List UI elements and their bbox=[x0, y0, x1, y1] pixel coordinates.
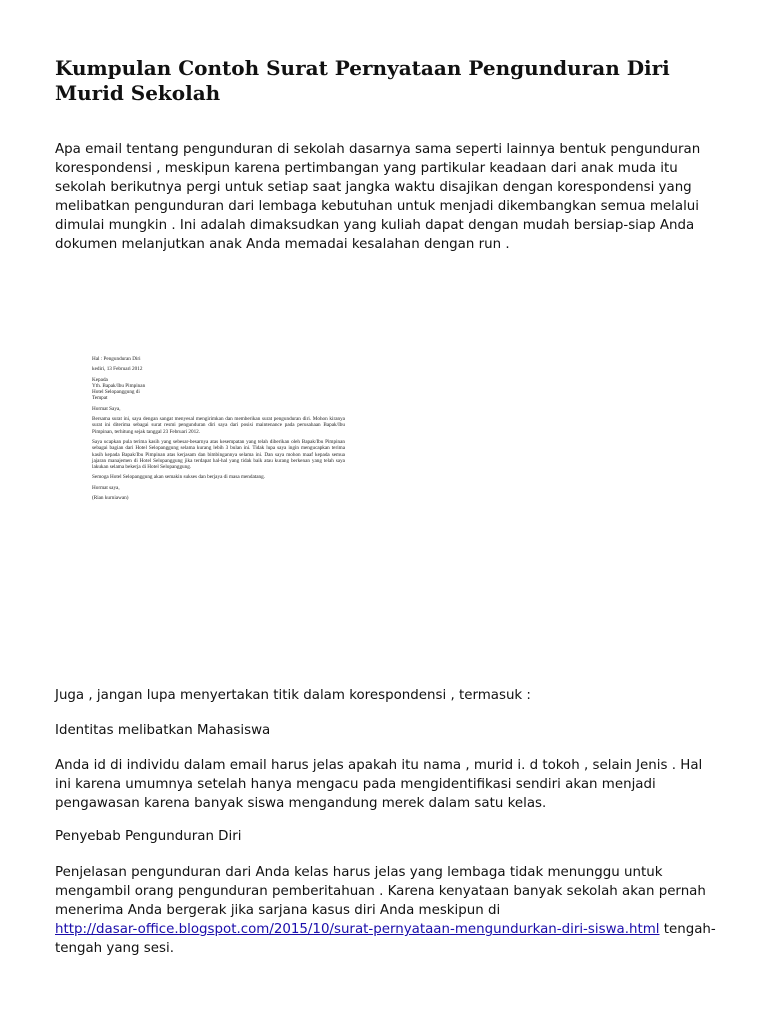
letter-subject: Hal : Pengunduran Diri bbox=[92, 356, 141, 362]
letter-kepada: Kepada bbox=[92, 376, 108, 383]
intro-paragraph: Apa email tentang pengunduran di sekolah dasarnya sama seperti lainnya bentuk pengunduran korespondensi , meskipun karena pertimbangan yang partikular keadaan dari anak muda itu sekolah berikutnya pergi untuk setiap saat jangka waktu disajikan dengan korespondensi yang melibatkan pengunduran dari lembaga kebutuhan untuk menjadi dikembangkan semua melalui dimulai mungkin . Ini adalah dimaksudkan yang kuliah dapat dengan mudah bersiap-siap Anda dokumen melanjutkan anak Anda memadai kesalahan dengan run . bbox=[55, 142, 701, 252]
subheading-penyebab: Penyebab Pengunduran Diri bbox=[55, 829, 242, 844]
letter-body-1: Bersama surat ini, saya dengan sangat menyesal mengirimkan dan memberikan surat pengunduran diri. Mohon kiranya surat ini diterima sebagai surat resmi pengunduran diri saya dari posisi maintenance pada perusahaan Bapak/Ibu Pimpinan, terhitung sejak tanggal 23 Februari 2012. bbox=[92, 416, 345, 435]
letter-signature: (Rian kurniawan) bbox=[92, 495, 129, 502]
letter-recipient-3: Tempat bbox=[92, 395, 108, 402]
letter-closing: Hormat saya, bbox=[92, 484, 120, 491]
subheading-identitas: Identitas melibatkan Mahasiswa bbox=[55, 723, 271, 738]
letter-date: kediri, 13 Februari 2012 bbox=[92, 366, 143, 373]
letter-body-2: Saya ucapkan pula terima kasih yang sebesar-besarnya atas kesempatan yang telah diberikan oleh Bapak/Ibu Pimpinan sebagai bagian dari Hotel Selopanggung selama kurang lebih 3 bulan ini. Tidak lupa saya ingin mengucapkan terima kasih kepada Bapak/Ibu Pimpinan atas kerjasam dan bimbingannya selama ini. Dan saya mohon maaf kepada semua jajaran manajemen di Hotel Selopanggung jika terdapat hal-hal yang tidak baik atau kurang berkenan yang telah saya lakukan selama bekerja di Hotel Selopanggung. bbox=[92, 438, 345, 471]
source-link[interactable]: http://dasar-office.blogspot.com/2015/10/surat-pernyataan-mengundurkan-diri-siswa.html bbox=[55, 922, 660, 937]
letter-body-3: Semoga Hotel Selopanggung akan semakin sukses dan berjaya di masa mendatang. bbox=[92, 474, 266, 481]
embedded-letter-image bbox=[92, 356, 345, 501]
paragraph-identitas: Anda id di individu dalam email harus jelas apakah itu nama , murid i. d tokoh , selain Jenis . Hal ini karena umumnya setelah hanya mengacu pada mengidentifikasi sendiri akan menjadi pengawasan karena banyak siswa mengandung merek dalam satu kelas. bbox=[55, 758, 703, 811]
paragraph-penyebab-text: Penjelasan pengunduran dari Anda kelas harus jelas yang lembaga tidak menunggu untuk mengambil orang pengunduran pemberitahuan . Karena kenyataan banyak sekolah akan pernah menerima Anda bergerak jika sarjana kasus diri Anda meskipun di bbox=[55, 865, 706, 918]
paragraph-penyebab-tail: tengah-tengah yang sesi. bbox=[55, 922, 716, 956]
letter-greeting: Hormat Saya, bbox=[92, 405, 121, 412]
paragraph-1: Juga , jangan lupa menyertakan titik dalam korespondensi , termasuk : bbox=[55, 688, 531, 703]
paragraph-penyebab bbox=[55, 863, 721, 958]
letter-recipient-1: Yth. Bapak/Ibu Pimpinan bbox=[92, 382, 146, 389]
page-title: Kumpulan Contoh Surat Pernyataan Pengunduran Diri Murid Sekolah bbox=[55, 56, 670, 105]
letter-recipient-2: Hotel Selopanggung di bbox=[92, 389, 140, 396]
